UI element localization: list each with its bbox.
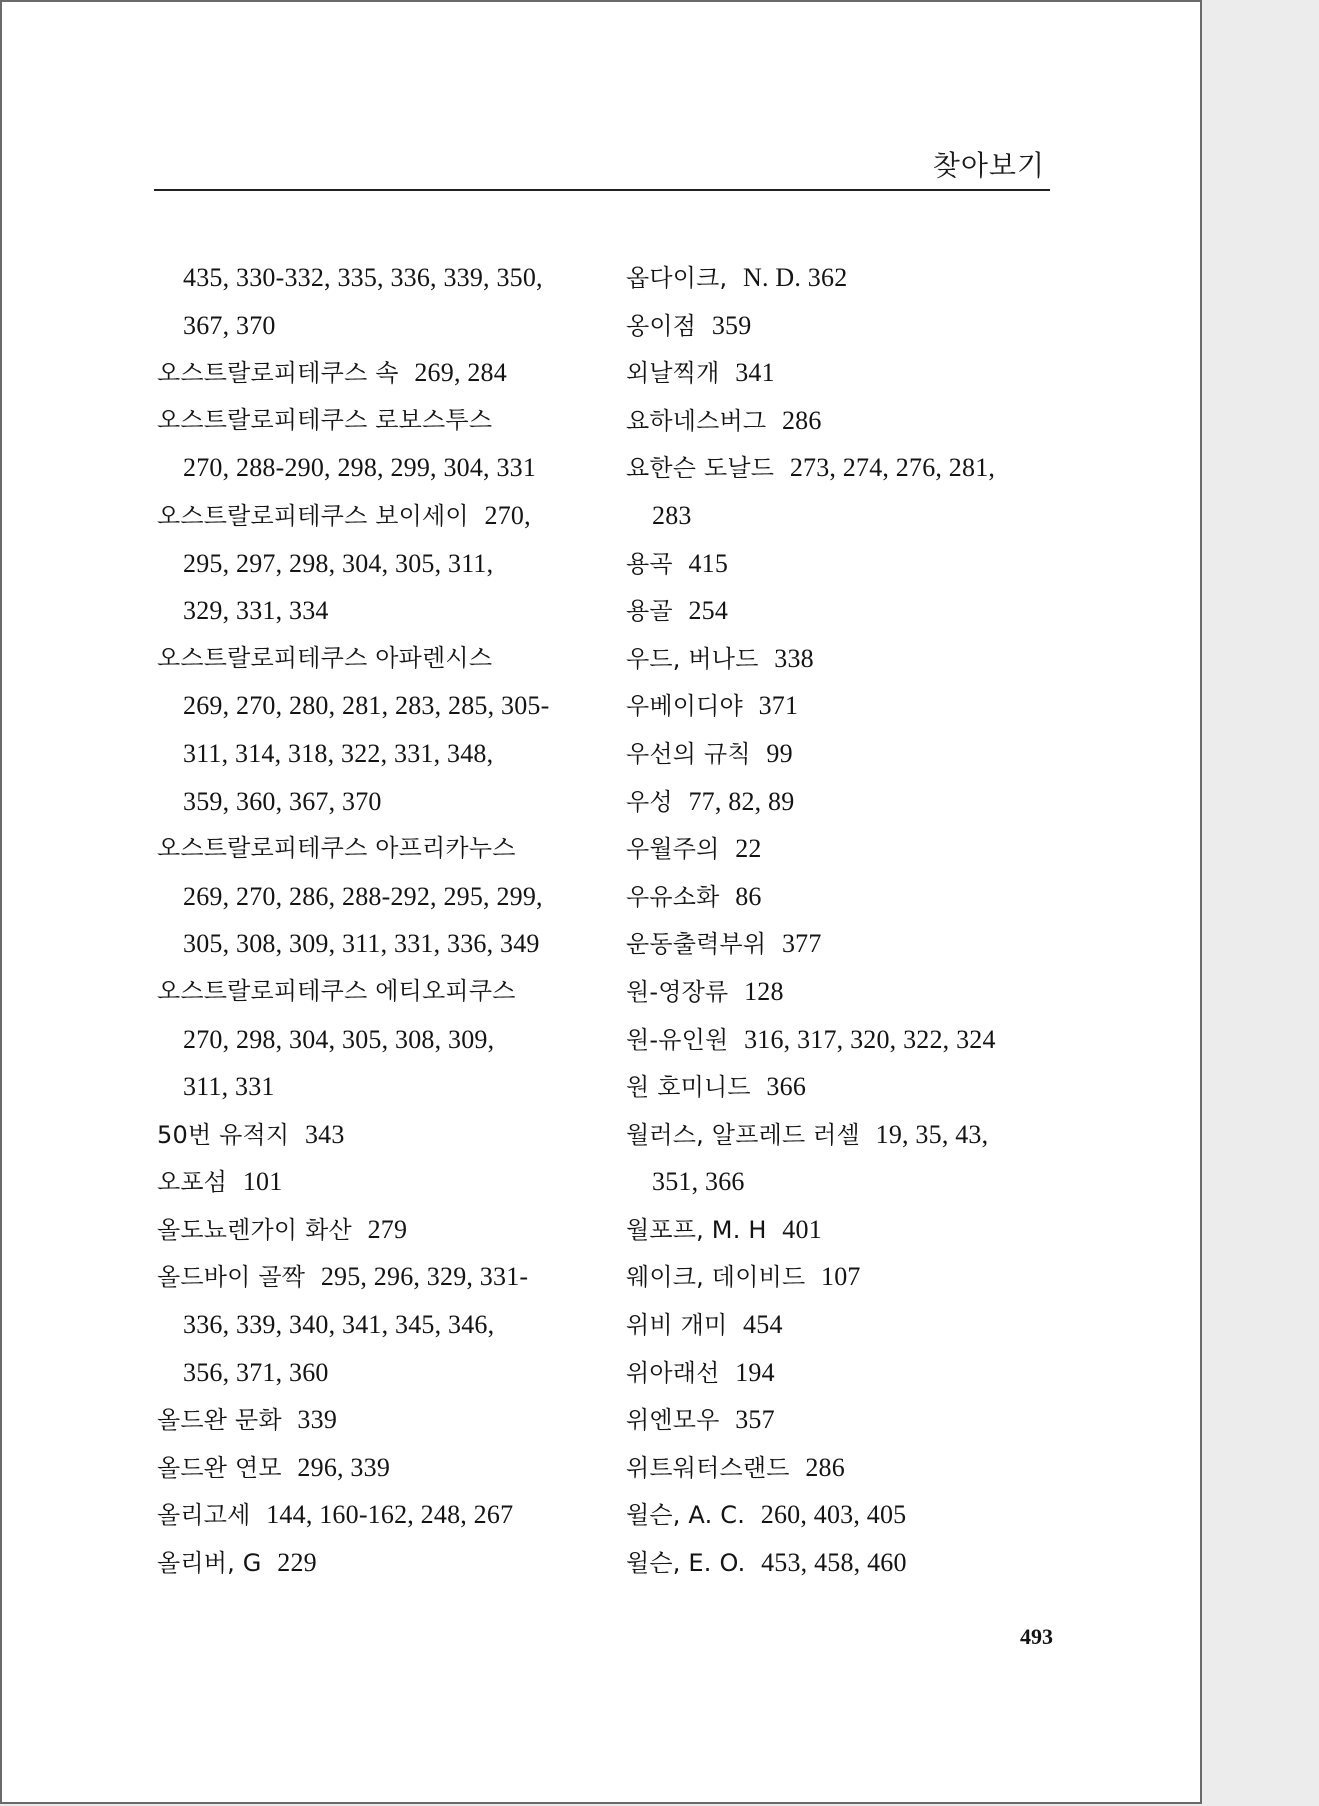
index-entry-line [157, 873, 597, 921]
index-term: 원-유인원 [626, 1025, 729, 1054]
index-term: 용곡 [626, 549, 673, 578]
index-entry-line [157, 1491, 597, 1539]
index-term: 우월주의 [626, 835, 720, 864]
index-entry-line [626, 873, 1066, 921]
index-term: 원 호미니드 [626, 1073, 751, 1102]
index-term: 요한슨 도날드 [626, 454, 775, 483]
index-page-refs: 341 [735, 358, 775, 388]
index-page-refs: 295, 297, 298, 304, 305, 311, [183, 548, 494, 578]
index-entry-line [626, 1349, 1066, 1397]
index-term: 월러스, 알프레드 러셀 [626, 1120, 860, 1149]
index-page-refs: 273, 274, 276, 281, [789, 453, 996, 483]
index-entry-line [157, 968, 597, 1016]
index-page-refs: 270, 288-290, 298, 299, 304, 331 [183, 453, 537, 483]
index-page-refs: 367, 370 [183, 310, 276, 340]
index-term: 옵다이크, [626, 264, 728, 292]
index-term: 윌슨, A. C. [626, 1501, 746, 1530]
index-entry-line [157, 1063, 597, 1111]
index-entry-line [626, 1301, 1066, 1349]
index-term: 위엔모우 [626, 1406, 720, 1435]
index-entry-line [626, 444, 1066, 492]
index-entry-line [157, 1444, 597, 1492]
index-entry-line [626, 730, 1066, 778]
index-page-refs: 99 [766, 738, 793, 768]
index-page-refs: 101 [242, 1167, 283, 1197]
index-term: 올드바이 골짝 [157, 1263, 306, 1292]
index-entry-line [157, 1396, 597, 1444]
index-page-refs: 296, 339 [297, 1452, 391, 1482]
index-entry-line [157, 1301, 597, 1349]
index-term: 오포섬 [157, 1168, 228, 1197]
index-term: 월포프, M. H [626, 1215, 767, 1244]
index-entry-line [626, 302, 1066, 350]
index-page-refs: 22 [735, 834, 762, 864]
index-entry-line [157, 635, 597, 683]
index-page-refs: 305, 308, 309, 311, 331, 336, 349 [183, 929, 540, 959]
index-entry-line [626, 1206, 1066, 1254]
index-page-refs: 295, 296, 329, 331- [320, 1262, 529, 1292]
index-page-refs: 454 [743, 1310, 783, 1340]
index-page-refs: 359 [711, 310, 752, 340]
index-entry-line [626, 492, 1066, 540]
index-page-refs: 229 [277, 1548, 317, 1578]
index-entry-line [626, 778, 1066, 826]
index-page-refs: 194 [735, 1357, 775, 1387]
index-term: 올리버, G [157, 1549, 262, 1578]
index-entry-line [626, 1444, 1066, 1492]
index-page-refs: 286 [805, 1452, 845, 1482]
index-term: 위아래선 [626, 1358, 720, 1387]
index-entry-line [157, 825, 597, 873]
index-entry-line [157, 920, 597, 968]
index-page-refs: 351, 366 [652, 1167, 745, 1197]
index-page-refs: 371 [758, 691, 799, 721]
index-term: 우드, 버나드 [626, 644, 759, 673]
index-page-refs: 77, 82, 89 [688, 786, 795, 816]
index-entry-line [626, 682, 1066, 730]
index-page-refs: 316, 317, 320, 322, 324 [744, 1024, 996, 1054]
index-entry-line [626, 1158, 1066, 1206]
index-page-refs: 336, 339, 340, 341, 345, 346, [183, 1310, 495, 1340]
index-entry-line [157, 540, 597, 588]
index-page-refs: 343 [304, 1119, 345, 1149]
index-page-refs: 269, 284 [414, 358, 507, 388]
index-term: 요하네스버그 [626, 406, 767, 435]
index-page-refs: 453, 458, 460 [761, 1548, 907, 1578]
index-entry-line [157, 1158, 597, 1206]
index-term: 원-영장류 [626, 977, 729, 1006]
index-term: 오스트랄로피테쿠스 아프리카누스 [157, 834, 516, 863]
index-term: 옹이점 [626, 311, 697, 340]
index-page-refs: 279 [367, 1214, 408, 1244]
index-entry-line [157, 1016, 597, 1064]
index-term: 우유소화 [626, 882, 720, 911]
index-term: 오스트랄로피테쿠스 에티오피쿠스 [157, 976, 516, 1005]
index-entry-line [157, 1539, 597, 1587]
index-entry-line [626, 635, 1066, 683]
index-term: 오스트랄로피테쿠스 보이세이 [157, 501, 469, 530]
index-entry-line [626, 1111, 1066, 1159]
index-entry-line [157, 1206, 597, 1254]
index-entry-line [626, 1253, 1066, 1301]
index-entry-line [626, 825, 1066, 873]
index-page-refs: 270, [484, 500, 531, 530]
index-page-refs: N. D. 362 [743, 263, 848, 292]
index-entry-line [157, 444, 597, 492]
index-page-refs: 338 [774, 643, 814, 673]
index-page-refs: 435, 330-332, 335, 336, 339, 350, [183, 263, 543, 292]
index-term: 위트워터스랜드 [626, 1453, 790, 1482]
index-entry-line [157, 778, 597, 826]
index-page-refs: 260, 403, 405 [760, 1500, 907, 1530]
index-term: 올도뇨렌가이 화산 [157, 1215, 352, 1244]
index-entry-line [157, 1349, 597, 1397]
page-number: 493 [1020, 1624, 1053, 1649]
index-page-refs: 144, 160-162, 248, 267 [266, 1500, 514, 1530]
index-term: 우베이디야 [626, 692, 743, 721]
index-entry-line [626, 397, 1066, 445]
index-page-refs: 286 [781, 405, 822, 435]
index-page-refs: 359, 360, 367, 370 [183, 786, 382, 816]
index-page-refs: 339 [297, 1405, 338, 1435]
index-entry-line [157, 1111, 597, 1159]
index-term: 오스트랄로피테쿠스 로보스투스 [157, 405, 493, 434]
index-page-refs: 269, 270, 280, 281, 283, 285, 305- [183, 691, 550, 721]
index-entry-line [626, 349, 1066, 397]
header-divider [154, 189, 1050, 191]
index-term: 오스트랄로피테쿠스 아파렌시스 [157, 643, 493, 672]
running-header-title: 찾아보기 [932, 149, 1045, 182]
index-page-refs: 254 [688, 596, 729, 626]
index-entry-line [157, 682, 597, 730]
index-page-refs: 107 [821, 1262, 861, 1292]
index-term: 위비 개미 [626, 1311, 728, 1340]
index-page-refs: 270, 298, 304, 305, 308, 309, [183, 1024, 495, 1054]
index-entry-line [157, 1253, 597, 1301]
index-page-refs: 356, 371, 360 [183, 1357, 329, 1387]
index-term: 올드완 연모 [157, 1453, 282, 1482]
index-term: 오스트랄로피테쿠스 속 [157, 359, 399, 388]
index-page-refs: 357 [735, 1405, 775, 1435]
index-page-refs: 366 [766, 1072, 807, 1102]
index-entry-line [626, 968, 1066, 1016]
index-entry-line [626, 1016, 1066, 1064]
index-entry-line [157, 349, 597, 397]
index-term: 운동출력부위 [626, 930, 767, 959]
index-entry-line [157, 254, 597, 302]
index-page-refs: 329, 331, 334 [183, 596, 329, 626]
index-term: 50번 유적지 [157, 1120, 290, 1149]
index-page-refs: 86 [735, 881, 762, 911]
index-page-refs: 128 [744, 976, 784, 1006]
index-page-refs: 283 [652, 500, 692, 530]
index-term: 윌슨, E. O. [626, 1549, 746, 1578]
index-entry-line [157, 302, 597, 350]
index-page-refs: 401 [782, 1214, 822, 1244]
index-page-refs: 311, 314, 318, 322, 331, 348, [183, 738, 494, 768]
index-column-left [157, 254, 597, 1587]
index-page-refs: 311, 331 [183, 1072, 275, 1102]
index-entry-line [626, 1063, 1066, 1111]
index-page-refs: 19, 35, 43, [875, 1119, 989, 1149]
index-entry-line [626, 540, 1066, 588]
index-term: 외날찍개 [626, 359, 720, 388]
index-entry-line [157, 587, 597, 635]
index-entry-line [626, 1396, 1066, 1444]
index-column-right [626, 254, 1066, 1587]
index-entry-line [157, 730, 597, 778]
index-term: 웨이크, 데이비드 [626, 1263, 806, 1292]
index-term: 올드완 문화 [157, 1406, 282, 1435]
index-page-refs: 269, 270, 286, 288-292, 295, 299, [183, 881, 543, 911]
index-entry-line [157, 492, 597, 540]
index-entry-line [626, 1491, 1066, 1539]
index-entry-line [157, 397, 597, 445]
index-term: 올리고세 [157, 1501, 251, 1530]
index-page-refs: 415 [688, 548, 729, 578]
index-term: 우성 [626, 787, 673, 816]
index-entry-line [626, 587, 1066, 635]
index-entry-line [626, 1539, 1066, 1587]
index-term: 용골 [626, 597, 673, 626]
index-page-refs: 377 [781, 929, 822, 959]
index-entry-line [626, 920, 1066, 968]
index-term: 우선의 규칙 [626, 739, 751, 768]
index-entry-line [626, 254, 1066, 302]
